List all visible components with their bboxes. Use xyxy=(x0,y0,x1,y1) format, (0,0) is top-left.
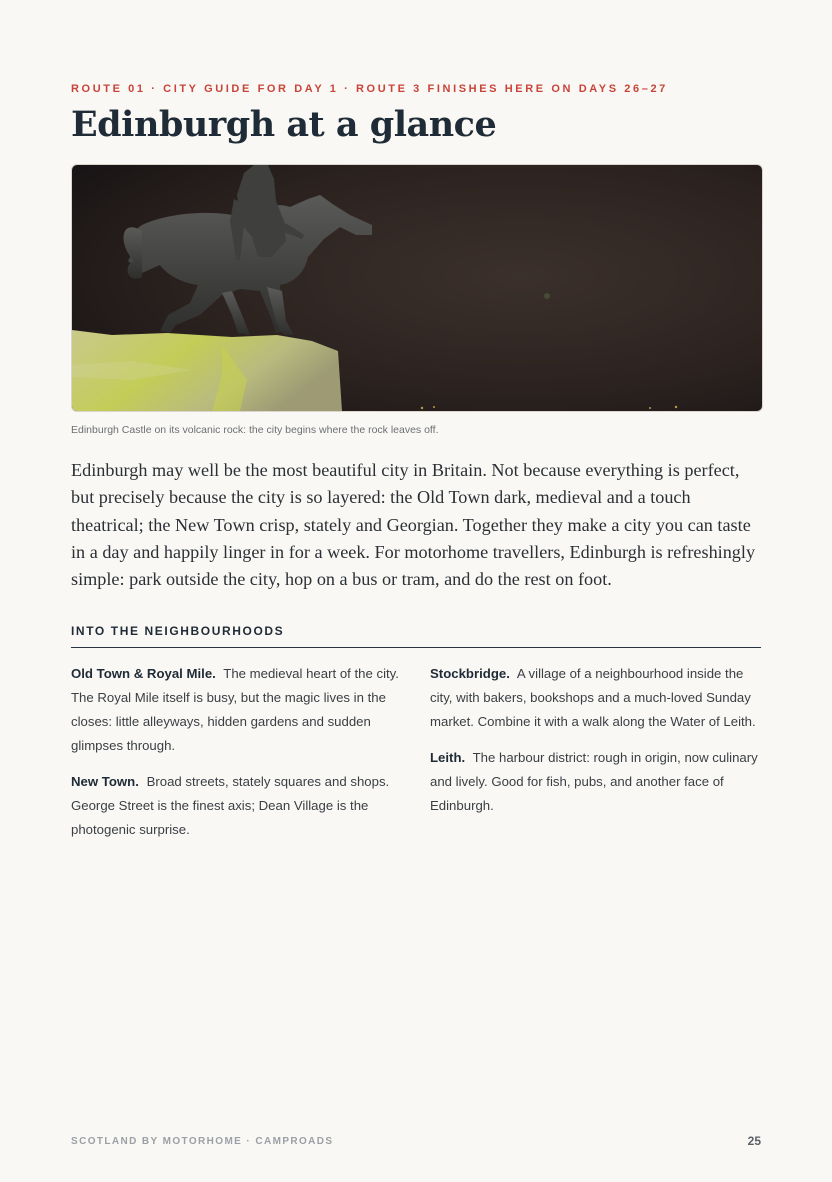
neighbourhood-text: The medieval heart of the city. The Royal Mile itself is busy, but the magic lives in the closes: little alleyways, hidden gardens and sudden glimpses through. xyxy=(71,666,399,753)
hero-photo xyxy=(71,164,763,412)
neighbourhood-new-town xyxy=(71,770,403,842)
route-kicker: ROUTE 01 · CITY GUIDE FOR DAY 1 · ROUTE 3 FINISHES HERE ON DAYS 26–27 xyxy=(71,83,668,95)
intro-paragraph: Edinburgh may well be the most beautiful city in Britain. Not because everything is perfect, but precisely because the city is so layered: the Old Town dark, medieval and a touch theatrical; the New Town crisp, stately and Georgian. Together they make a city you can taste in a day and happily linger in for a week. For motorhome travellers, Edinburgh is refreshingly simple: park outside the city, hop on a bus or tram, and do the rest on foot. xyxy=(71,460,756,590)
footer-publication: SCOTLAND BY MOTORHOME · CAMPROADS xyxy=(71,1136,334,1147)
neighbourhood-text: Broad streets, stately squares and shops. George Street is the finest axis; Dean Village is the photogenic surprise. xyxy=(71,774,390,837)
section-heading: INTO THE NEIGHBOURHOODS xyxy=(71,624,761,648)
neighbourhood-label: Leith. xyxy=(430,750,466,765)
equestrian-statue-image xyxy=(72,165,762,411)
neighbourhood-stockbridge xyxy=(430,662,762,734)
neighbourhood-label: New Town. xyxy=(71,774,139,789)
neighbourhood-text: The harbour district: rough in origin, now culinary and lively. Good for fish, pubs, and another face of Edinburgh. xyxy=(430,750,758,813)
neighbourhood-label: Old Town & Royal Mile. xyxy=(71,666,216,681)
neighbourhood-label: Stockbridge. xyxy=(430,666,510,681)
neighbourhood-old-town xyxy=(71,662,403,758)
neighbourhoods-column-right xyxy=(430,662,762,830)
neighbourhood-leith xyxy=(430,746,762,818)
photo-caption: Edinburgh Castle on its volcanic rock: the city begins where the rock leaves off. xyxy=(71,424,439,436)
page-title: Edinburgh at a glance xyxy=(71,104,497,145)
neighbourhoods-column-left xyxy=(71,662,403,854)
neighbourhood-text: A village of a neighbourhood inside the city, with bakers, bookshops and a much-loved Sunday market. Combine it with a walk along the Water of Leith. xyxy=(430,666,756,729)
page-number: 25 xyxy=(747,1134,761,1148)
